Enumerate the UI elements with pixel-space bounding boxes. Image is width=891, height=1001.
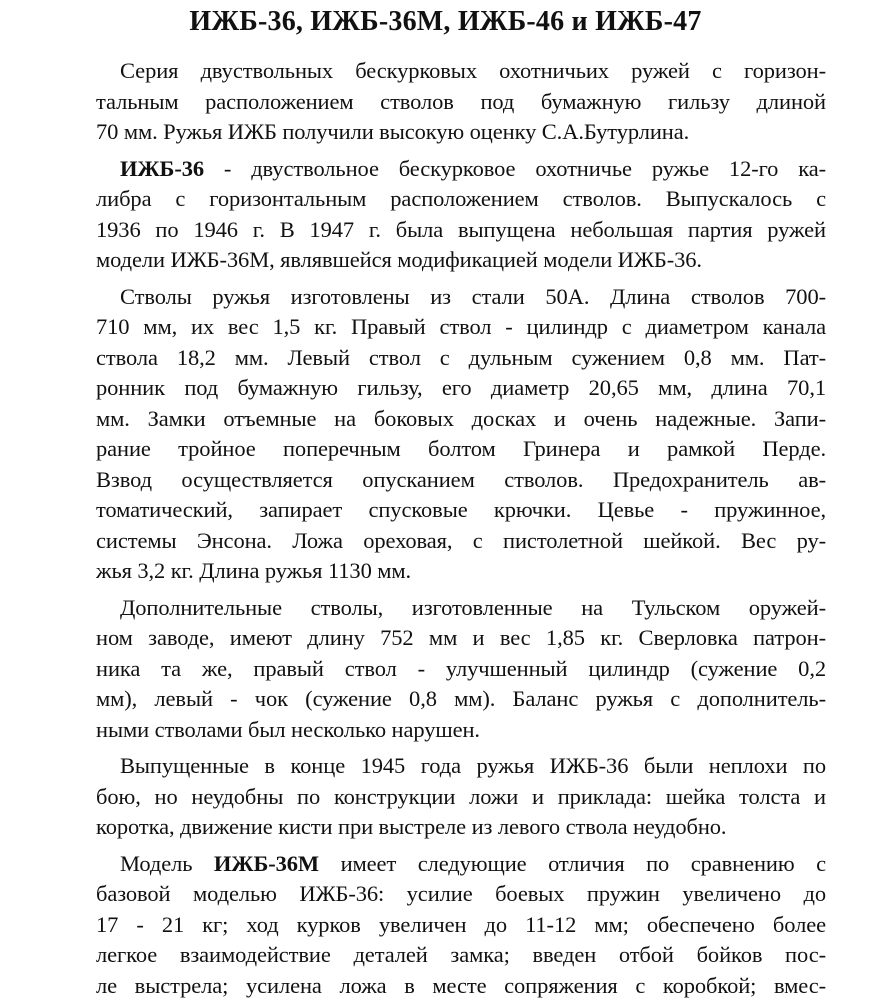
paragraph-6 xyxy=(96,849,826,1001)
text-line: Выпущенные в конце 1945 года ружья ИЖБ-36 были неплохи по xyxy=(96,751,826,782)
paragraph-3 xyxy=(96,282,826,587)
text-fragment: Модель xyxy=(120,851,214,876)
text-line: ронник под бумажную гильзу, его диаметр 20,65 мм, длина 70,1 xyxy=(96,373,826,404)
text-line: ле выстрела; усилена ложа в месте сопряжения с коробкой; вмес- xyxy=(96,971,826,1001)
text-line: Взвод осуществляется опусканием стволов. Предохранитель ав- xyxy=(96,465,826,496)
text-line: системы Энсона. Ложа ореховая, с пистолетной шейкой. Вес ру- xyxy=(96,526,826,557)
text-line: легкое взаимодействие деталей замка; введен отбой бойков пос- xyxy=(96,940,826,971)
body-text xyxy=(96,56,826,1001)
text-line: коротка, движение кисти при выстреле из левого ствола неудобно. xyxy=(96,812,826,843)
text-fragment: - двуствольное бескурковое охотничье ружье 12-го ка- xyxy=(204,156,826,181)
text-line xyxy=(96,849,826,880)
text-line: мм. Замки отъемные на боковых досках и очень надежные. Запи- xyxy=(96,404,826,435)
text-line: 17 - 21 кг; ход курков увеличен до 11-12 мм; обеспечено более xyxy=(96,910,826,941)
text-line: либра с горизонтальным расположением стволов. Выпускалось с xyxy=(96,184,826,215)
text-line: мм), левый - чок (сужение 0,8 мм). Баланс ружья с дополнитель- xyxy=(96,684,826,715)
text-line: Серия двуствольных бескурковых охотничьих ружей с горизон- xyxy=(96,56,826,87)
text-line: ными стволами был несколько нарушен. xyxy=(96,715,826,746)
model-name-bold: ИЖБ-36М xyxy=(214,851,319,876)
text-line: томатический, запирает спусковые крючки. Цевье - пружинное, xyxy=(96,495,826,526)
text-line: тальным расположением стволов под бумажную гильзу длиной xyxy=(96,87,826,118)
page-title: ИЖБ-36, ИЖБ-36М, ИЖБ-46 и ИЖБ-47 xyxy=(0,4,891,40)
text-line: 70 мм. Ружья ИЖБ получили высокую оценку С.А.Бутурлина. xyxy=(96,117,826,148)
text-line: ном заводе, имеют длину 752 мм и вес 1,85 кг. Сверловка патрон- xyxy=(96,623,826,654)
text-line: бою, но неудобны по конструкции ложи и приклада: шейка толста и xyxy=(96,782,826,813)
text-fragment: имеет следующие отличия по сравнению с xyxy=(319,851,826,876)
model-name-bold: ИЖБ-36 xyxy=(120,156,204,181)
paragraph-1 xyxy=(96,56,826,148)
text-line: Дополнительные стволы, изготовленные на Тульском оружей- xyxy=(96,593,826,624)
text-line: Стволы ружья изготовлены из стали 50А. Длина стволов 700- xyxy=(96,282,826,313)
text-line: 1936 по 1946 г. В 1947 г. была выпущена небольшая партия ружей xyxy=(96,215,826,246)
text-line: ствола 18,2 мм. Левый ствол с дульным сужением 0,8 мм. Пат- xyxy=(96,343,826,374)
text-line: базовой моделью ИЖБ-36: усилие боевых пружин увеличено до xyxy=(96,879,826,910)
paragraph-5 xyxy=(96,751,826,843)
paragraph-2 xyxy=(96,154,826,276)
text-line: модели ИЖБ-36М, являвшейся модификацией модели ИЖБ-36. xyxy=(96,245,826,276)
text-line: жья 3,2 кг. Длина ружья 1130 мм. xyxy=(96,556,826,587)
text-line: ника та же, правый ствол - улучшенный цилиндр (сужение 0,2 xyxy=(96,654,826,685)
text-line xyxy=(96,154,826,185)
paragraph-4 xyxy=(96,593,826,746)
text-line: 710 мм, их вес 1,5 кг. Правый ствол - цилиндр с диаметром канала xyxy=(96,312,826,343)
text-line: рание тройное поперечным болтом Гринера и рамкой Перде. xyxy=(96,434,826,465)
